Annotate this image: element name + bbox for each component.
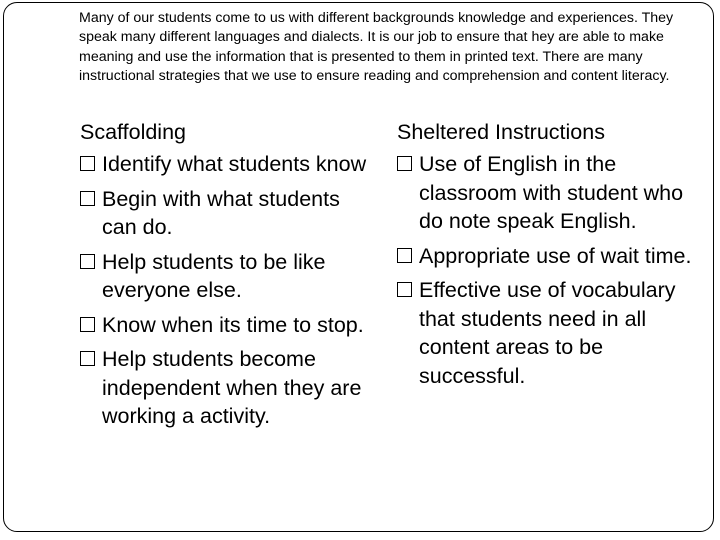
list-item bbox=[397, 276, 707, 390]
checkbox-icon bbox=[397, 282, 412, 297]
scaffolding-column bbox=[80, 118, 380, 437]
list-item bbox=[80, 248, 380, 305]
sheltered-instructions-column bbox=[397, 118, 707, 396]
list-item-text: Know when its time to stop. bbox=[102, 312, 364, 337]
list-item bbox=[80, 150, 380, 179]
checkbox-icon bbox=[80, 254, 95, 269]
checkbox-icon bbox=[80, 156, 95, 171]
list-item bbox=[80, 311, 380, 340]
checkbox-icon bbox=[80, 317, 95, 332]
checkbox-icon bbox=[80, 191, 95, 206]
list-item-text: Identify what students know bbox=[102, 152, 367, 176]
list-item-text: Use of English in the classroom with student who do note speak English. bbox=[419, 152, 684, 233]
scaffolding-heading: Scaffolding bbox=[80, 120, 186, 144]
checkbox-icon bbox=[397, 248, 412, 263]
list-item bbox=[80, 345, 380, 431]
list-item bbox=[80, 185, 380, 242]
sheltered-instructions-list bbox=[397, 150, 707, 390]
list-item bbox=[397, 242, 707, 271]
scaffolding-list bbox=[80, 150, 380, 431]
intro-paragraph: Many of our students come to us with different backgrounds knowledge and experiences. They speak many different languages and dialects. It is our job to ensure that hey are able to make meaning and use the information that is presented to them in printed text. There are many instructional strategies that we use to ensure reading and comprehension and content literacy. bbox=[79, 10, 674, 85]
list-item-text: Help students to be like everyone else. bbox=[102, 249, 326, 302]
list-item bbox=[397, 150, 707, 236]
checkbox-icon bbox=[397, 156, 412, 171]
checkbox-icon bbox=[80, 351, 95, 366]
list-item-text: Help students become independent when they are working a activity. bbox=[102, 347, 362, 428]
list-item-text: Begin with what students can do. bbox=[102, 186, 340, 239]
sheltered-instructions-heading: Sheltered Instructions bbox=[397, 120, 605, 144]
list-item-text: Appropriate use of wait time. bbox=[419, 243, 692, 268]
list-item-text: Effective use of vocabulary that students need in all content areas to be successful. bbox=[419, 278, 676, 388]
